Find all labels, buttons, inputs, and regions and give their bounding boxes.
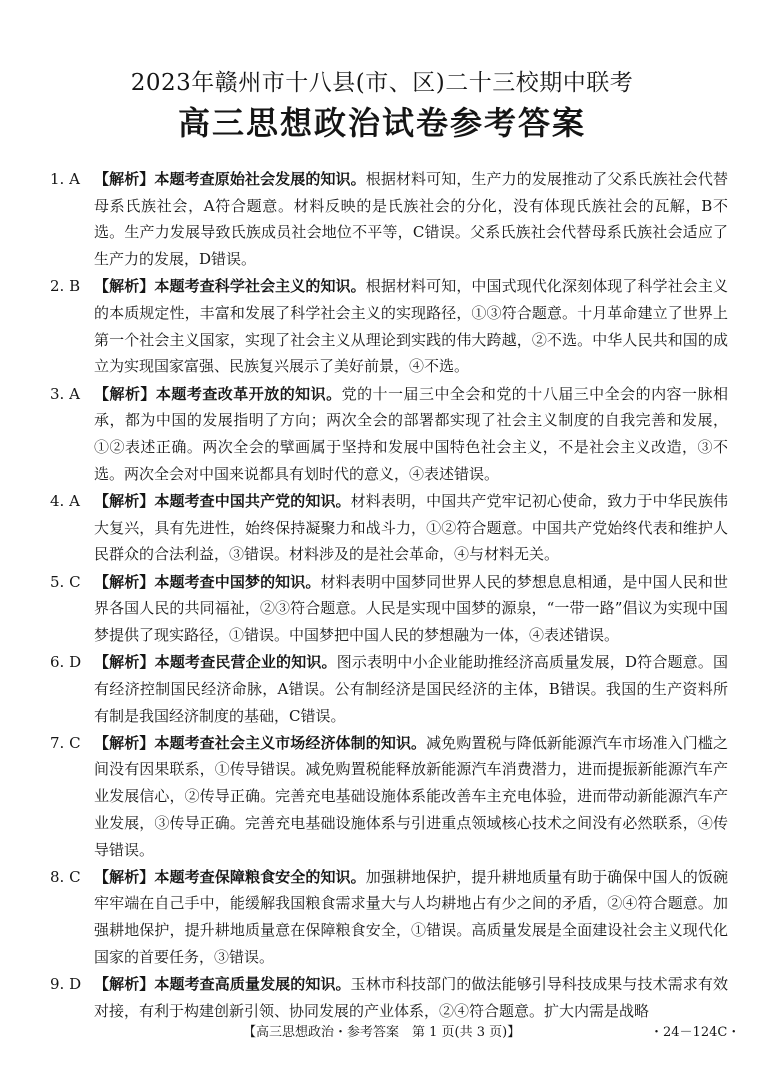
answer-item-4	[50, 488, 728, 568]
answer-number: 3. A	[50, 384, 80, 403]
answer-number: 9. D	[50, 975, 82, 994]
answer-heading: 【解析】本题考查高质量发展的知识。	[94, 975, 351, 994]
answer-explanation: 党的十一届三中全会和党的十八届三中全会的内容一脉相承，都为中国的发展指明了方向；两次全会的部署都实现了社会主义制度的自我完善和发展，①②表述正确。两次全会的擘画属于坚持和发展中国特色社会主义，不是社会主义改造，③不选。两次全会对中国来说都具有划时代的意义，④表述错误。	[94, 384, 728, 483]
answer-number: 4. A	[50, 491, 80, 510]
answer-heading: 【解析】本题考查民营企业的知识。	[94, 653, 337, 672]
answer-item-1	[50, 166, 728, 273]
page-footer	[0, 1021, 764, 1043]
answer-explanation: 加强耕地保护，提升耕地质量有助于确保中国人的饭碗牢牢端在自己手中，能缓解我国粮食需求量大与人均耕地占有少之间的矛盾，②④符合题意。加强耕地保护，提升耕地质量意在保障粮食安全，①错误。高质量发展是全面建设社会主义现代化国家的首要任务，③错误。	[94, 867, 728, 966]
document-title: 高三思想政治试卷参考答案	[177, 104, 586, 142]
answer-list	[50, 166, 728, 1025]
answer-number: 7. C	[50, 733, 81, 752]
answer-number: 6. D	[50, 653, 82, 672]
answer-item-9	[50, 971, 728, 1024]
answer-item-5	[50, 569, 728, 649]
answer-heading: 【解析】本题考查科学社会主义的知识。	[94, 277, 366, 296]
answer-number: 2. B	[50, 277, 81, 296]
answer-explanation: 玉林市科技部门的做法能够引导科技成果与技术需求有效对接，有利于构建创新引领、协同发展的产业体系，②④符合题意。扩大内需是战略	[94, 975, 728, 1020]
exam-title: 2023年赣州市十八县(市、区)二十三校期中联考	[130, 70, 634, 96]
answer-explanation: 根据材料可知，中国式现代化深刻体现了科学社会主义的本质规定性，丰富和发展了科学社会主义的实现路径，①③符合题意。十月革命建立了世界上第一个社会主义国家，实现了社会主义从理论到实践的伟大跨越，②不选。中华人民共和国的成立为实现国家富强、民族复兴展示了美好前景，④不选。	[94, 277, 728, 376]
answer-item-7	[50, 730, 728, 864]
answer-number: 1. A	[50, 170, 80, 188]
answer-heading: 【解析】本题考查保障粮食安全的知识。	[94, 867, 366, 886]
answer-explanation: 材料表明，中国共产党牢记初心使命，致力于中华民族伟大复兴，具有先进性，始终保持凝聚力和战斗力，①②符合题意。中国共产党始终代表和维护人民群众的合法利益，③错误。材料涉及的是社会革命，④与材料无关。	[94, 491, 728, 564]
answer-item-2	[50, 273, 728, 380]
answer-heading: 【解析】本题考查社会主义市场经济体制的知识。	[94, 733, 427, 752]
answer-number: 5. C	[50, 572, 81, 591]
footer-code: ・24－124C・	[650, 1025, 741, 1040]
answer-item-3	[50, 381, 728, 488]
answer-number: 8. C	[50, 867, 81, 886]
answer-explanation: 图示表明中小企业能助推经济高质量发展，D符合题意。国有经济控制国民经济命脉，A错误。公有制经济是国民经济的主体，B错误。我国的生产资料所有制是我国经济制度的基础，C错误。	[94, 653, 728, 725]
answer-explanation: 材料表明中国梦同世界人民的梦想息息相通，是中国人民和世界各国人民的共同福祉，②③符合题意。人民是实现中国梦的源泉，“一带一路”倡议为实现中国梦提供了现实路径，①错误。中国梦把中国人民的梦想融为一体，④表述错误。	[94, 572, 728, 644]
answer-explanation: 减免购置税与降低新能源汽车市场准入门槛之间没有因果联系，①传导错误。减免购置税能释放新能源汽车消费潜力，进而提振新能源汽车产业发展信心，②传导正确。完善充电基础设施体系能改善车主充电体验，进而带动新能源汽车产业发展，③传导正确。完善充电基础设施体系与引进重点领域核心技术之间没有必然联系，④传导错误。	[94, 733, 728, 859]
answer-item-8	[50, 864, 728, 971]
answer-explanation: 根据材料可知，生产力的发展推动了父系氏族社会代替母系氏族社会，A符合题意。材料反映的是氏族社会的分化，没有体现氏族社会的瓦解，B不选。生产力发展导致氏族成员社会地位不平等，C错误。父系氏族社会代替母系氏族社会适应了生产力的发展，D错误。	[94, 170, 728, 269]
footer-page-info: 【高三思想政治・参考答案 第 1 页(共 3 页)】	[243, 1025, 521, 1040]
answer-heading: 【解析】本题考查改革开放的知识。	[94, 384, 342, 403]
answer-heading: 【解析】本题考查原始社会发展的知识。	[94, 170, 366, 188]
answer-heading: 【解析】本题考查中国共产党的知识。	[94, 491, 351, 510]
answer-item-6	[50, 649, 728, 729]
answer-heading: 【解析】本题考查中国梦的知识。	[94, 572, 321, 591]
